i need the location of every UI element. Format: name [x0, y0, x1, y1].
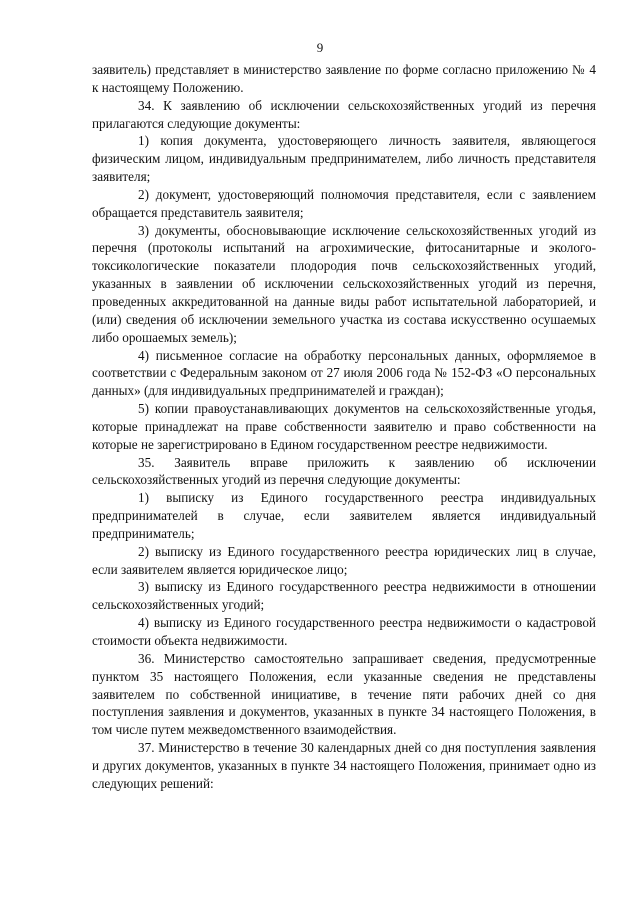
list-item-34-1: 1) копия документа, удостоверяющего личность заявителя, являющегося физическим лицом, индивидуальным предпринимателем, либо личность представителя заявителя;: [92, 133, 596, 185]
list-item-35-1: 1) выписку из Единого государственного реестра индивидуальных предпринимателей в случае, если заявителем является индивидуальный предприниматель;: [92, 490, 596, 541]
list-item-34-5: 5) копии правоустанавливающих документов на сельскохозяйственные угодья, которые принадлежат на праве собственности заявителю и право собственности на которые не зарегистрировано в Едином государственном реестре недвижимости.: [92, 401, 596, 452]
list-item-34-4: 4) письменное согласие на обработку персональных данных, оформляемое в соответствии с Федеральным законом от 27 июля 2006 года № 152-ФЗ «О персональных данных» (для индивидуальных предпринимателей и граждан);: [92, 347, 596, 399]
page-number: 9: [316, 40, 324, 55]
paragraph-34: 34. К заявлению об исключении сельскохозяйственных угодий из перечня прилагаются следующие документы:: [92, 97, 596, 131]
list-item-34-3: 3) документы, обосновывающие исключение сельскохозяйственных угодий из перечня (протоколы испытаний на агрохимические, фитосанитарные и эколого-токсикологические показатели плодородия почв сельскохозяйственных угодий, указанных в заявлении об исключении сельскохозяйственных угодий из перечня, проведенных аккредитованной на данные виды работ испытательной лабораторией, и (или) сведения об исключении земельного участка из состава искусственно осушаемых либо орошаемых земель);: [92, 222, 596, 345]
list-item-35-4: 4) выписку из Единого государственного реестра недвижимости о кадастровой стоимости объекта недвижимости.: [92, 615, 596, 648]
paragraph-37: 37. Министерство в течение 30 календарных дней со дня поступления заявления и других документов, указанных в пункте 34 настоящего Положения, принимает одно из следующих решений:: [92, 740, 596, 791]
list-item-34-2: 2) документ, удостоверяющий полномочия представителя, если с заявлением обращается представитель заявителя;: [92, 186, 596, 220]
paragraph-35: 35. Заявитель вправе приложить к заявлению об исключении сельскохозяйственных угодий из перечня следующие документы:: [92, 454, 596, 488]
list-item-35-2: 2) выписку из Единого государственного реестра юридических лиц в случае, если заявителем является юридическое лицо;: [92, 543, 596, 577]
document-body: [92, 61, 596, 793]
list-item-35-3: 3) выписку из Единого государственного реестра недвижимости в отношении сельскохозяйственных угодий;: [92, 579, 596, 613]
paragraph-continuation: заявитель) представляет в министерство заявление по форме согласно приложению № 4 к настоящему Положению.: [92, 62, 596, 95]
paragraph-36: 36. Министерство самостоятельно запрашивает сведения, предусмотренные пунктом 35 настоящего Положения, если указанные сведения не представлены заявителем по собственной инициативе, в течение пяти рабочих дней со дня поступления заявления и документов, указанных в пункте 34 настоящего Положения, в том числе путем межведомственного взаимодействия.: [92, 650, 596, 738]
